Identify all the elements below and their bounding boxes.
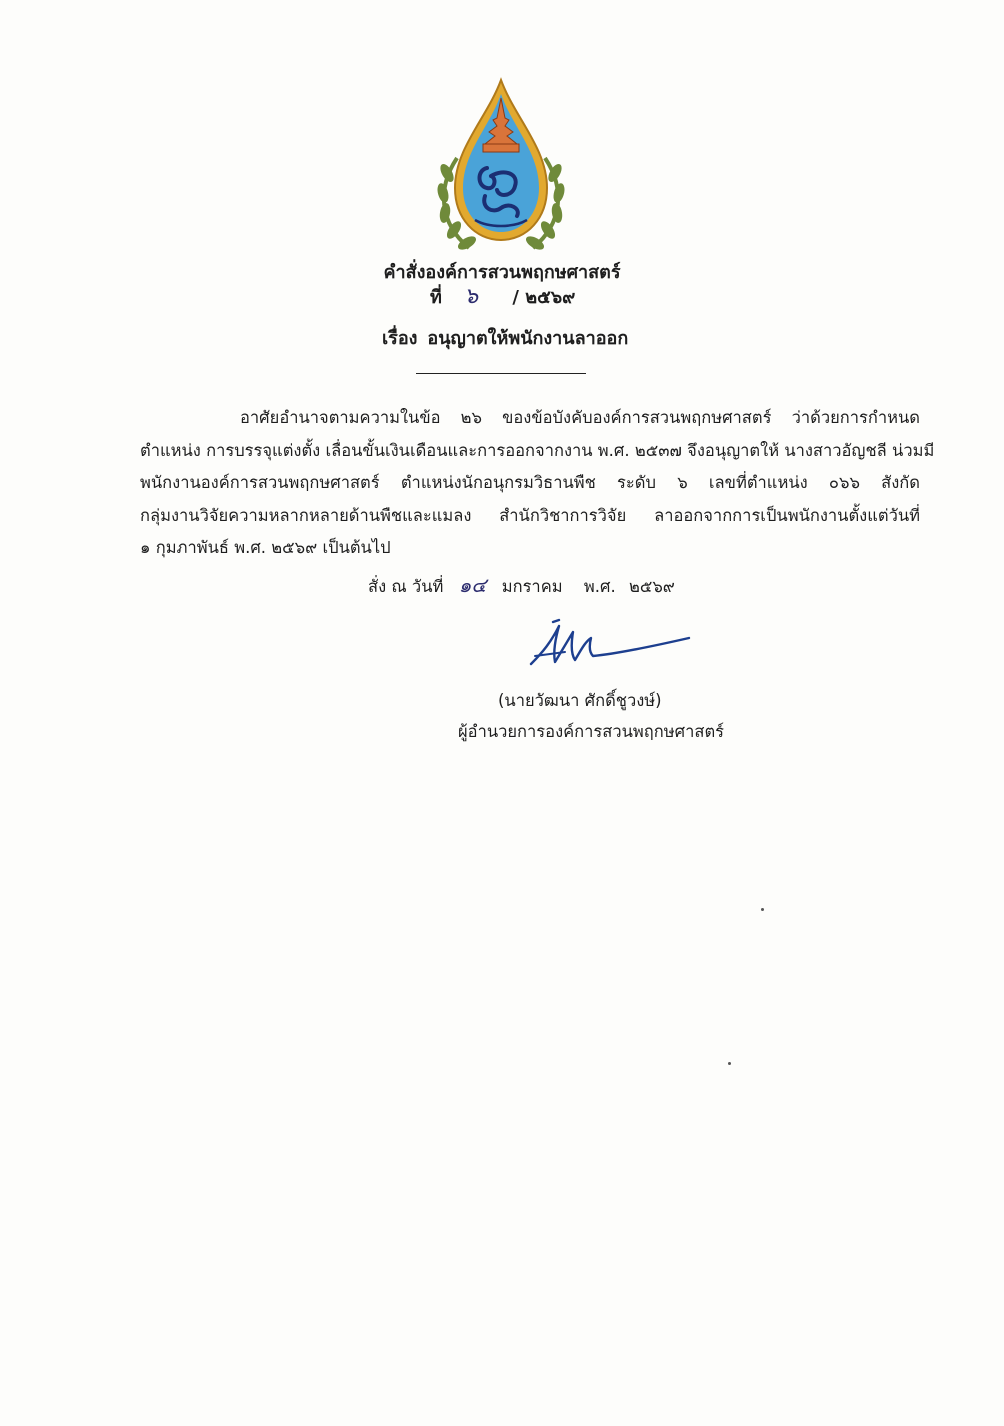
handwritten-signature xyxy=(525,612,695,672)
order-subject xyxy=(382,323,702,352)
organization-logo xyxy=(427,8,575,266)
body-line: กลุ่มงานวิจัยความหลากหลายด้านพืชและแมลง สำนักวิชาการวิจัย ลาออกจากการเป็นพนักงานตั้งแต่วันที่ xyxy=(140,505,920,525)
order-number-year: / ๒๕๖๙ xyxy=(512,287,576,308)
paper-speck xyxy=(761,908,764,911)
dateline-era: พ.ศ. xyxy=(583,577,616,596)
order-number xyxy=(430,278,650,313)
signer-name: (นายวัฒนา ศักดิ์ชูวงษ์) xyxy=(498,691,662,710)
order-title: คำสั่งองค์การสวนพฤกษศาสตร์ xyxy=(383,262,621,283)
order-number-prefix: ที่ xyxy=(430,287,442,308)
order-number-handwritten: ๖ xyxy=(464,284,479,309)
body-line: ตำแหน่ง การบรรจุแต่งตั้ง เลื่อนขั้นเงินเดือนและการออกจากงาน พ.ศ. ๒๕๓๗ จึงอนุญาตให้ นางสาวอัญชลี น่วมมี xyxy=(140,440,935,460)
emblem-graphic xyxy=(427,8,575,266)
order-dateline xyxy=(368,569,675,601)
body-line: พนักงานองค์การสวนพฤกษศาสตร์ ตำแหน่งนักอนุกรมวิธานพืช ระดับ ๖ เลขที่ตำแหน่ง ๐๖๖ สังกัด xyxy=(140,473,920,492)
signer-title: ผู้อำนวยการองค์การสวนพฤกษศาสตร์ xyxy=(458,722,725,741)
body-line: อาศัยอำนาจตามความในข้อ ๒๖ ของข้อบังคับองค์การสวนพฤกษศาสตร์ ว่าด้วยการกำหนด xyxy=(240,408,920,427)
paper-speck xyxy=(728,1062,731,1065)
header-divider xyxy=(416,373,586,374)
subject-label: เรื่อง xyxy=(382,328,418,349)
order-body xyxy=(140,402,935,565)
subject-text: อนุญาตให้พนักงานลาออก xyxy=(427,328,629,349)
dateline-month: มกราคม xyxy=(501,577,563,596)
dateline-prefix: สั่ง ณ วันที่ xyxy=(368,577,444,596)
body-line: ๑ กุมภาพันธ์ พ.ศ. ๒๕๖๙ เป็นต้นไป xyxy=(140,538,391,557)
dateline-day-handwritten: ๑๔ xyxy=(458,573,487,597)
dateline-year: ๒๕๖๙ xyxy=(628,577,675,596)
signature-stroke xyxy=(525,612,695,672)
